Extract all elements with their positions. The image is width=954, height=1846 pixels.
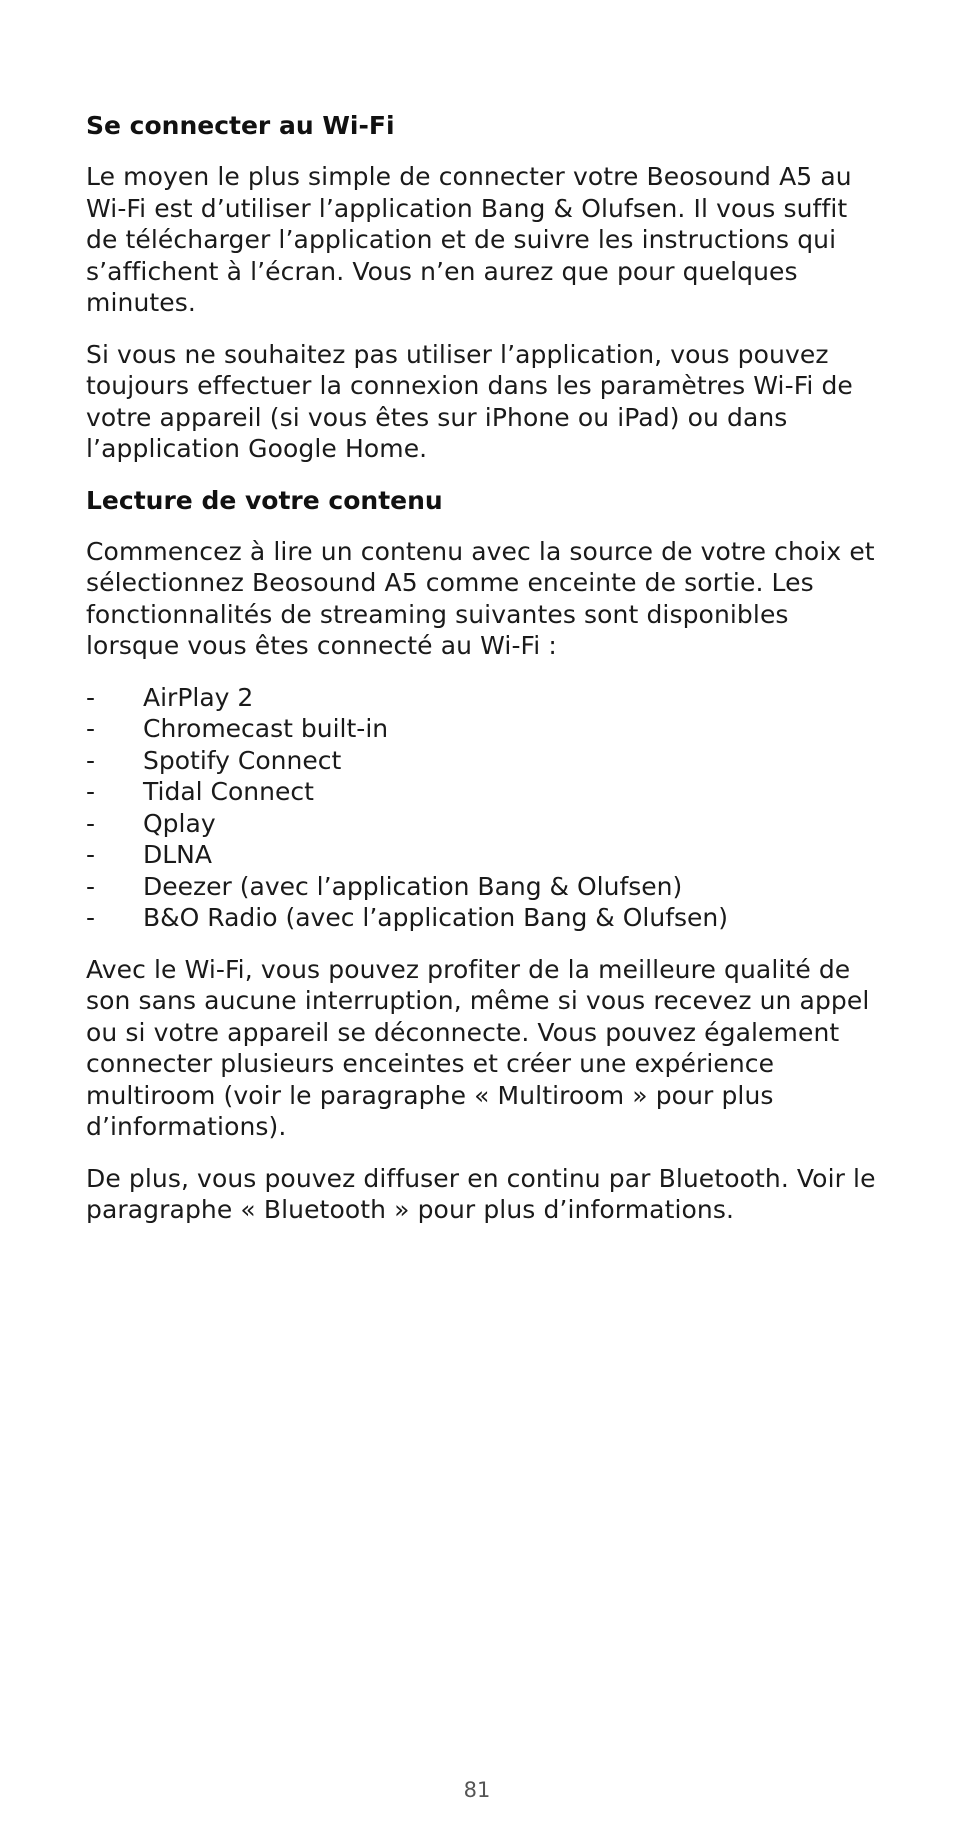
- list-item: [86, 839, 886, 871]
- list-item: [86, 713, 886, 745]
- list-item-label: Chromecast built-in: [143, 714, 389, 743]
- list-bullet: -: [86, 808, 96, 838]
- paragraph-playback-intro: Commencez à lire un contenu avec la source de votre choix et sélectionnez Beosound A5 comme enceinte de sortie. Les fonctionnalités de streaming suivantes sont disponibles lorsque vous êtes connecté au Wi-Fi :: [86, 536, 875, 660]
- streaming-features-list: [86, 682, 886, 934]
- list-bullet: -: [86, 871, 96, 901]
- list-item-label: AirPlay 2: [143, 682, 254, 712]
- list-item-label: Deezer (avec l’application Bang & Olufsen): [143, 871, 683, 901]
- list-bullet: -: [86, 714, 96, 743]
- list-bullet: -: [86, 682, 96, 712]
- list-item-label: Tidal Connect: [143, 777, 314, 806]
- list-item-label: B&O Radio (avec l’application Bang & Olufsen): [143, 903, 728, 932]
- list-item-label: Qplay: [143, 808, 216, 838]
- paragraph-wifi-quality: Avec le Wi-Fi, vous pouvez profiter de la meilleure qualité de son sans aucune interruption, même si vous recevez un appel ou si votre appareil se déconnecte. Vous pouvez également connecter plusieurs enceintes et créer une expérience multiroom (voir le paragraphe « Multiroom » pour plus d’informations).: [86, 954, 870, 1141]
- paragraph-bluetooth: De plus, vous pouvez diffuser en continu par Bluetooth. Voir le paragraphe « Bluetooth » pour plus d’informations.: [86, 1163, 876, 1224]
- document-page: [86, 110, 886, 1246]
- list-item: [86, 682, 886, 714]
- list-item: [86, 745, 886, 777]
- list-bullet: -: [86, 745, 96, 775]
- list-item: [86, 871, 886, 903]
- page-number: 81: [463, 1778, 491, 1802]
- list-item: [86, 902, 886, 934]
- paragraph-wifi-settings: Si vous ne souhaitez pas utiliser l’application, vous pouvez toujours effectuer la connexion dans les paramètres Wi-Fi de votre appareil (si vous êtes sur iPhone ou iPad) ou dans l’application Google Home.: [86, 339, 853, 463]
- list-bullet: -: [86, 903, 96, 932]
- paragraph-wifi-app: Le moyen le plus simple de connecter votre Beosound A5 au Wi-Fi est d’utiliser l’application Bang & Olufsen. Il vous suffit de télécharger l’application et de suivre les instructions qui s’affichent à l’écran. Vous n’en aurez que pour quelques minutes.: [86, 162, 852, 317]
- list-item-label: DLNA: [143, 840, 212, 869]
- list-item-label: Spotify Connect: [143, 745, 342, 775]
- heading-wifi: Se connecter au Wi-Fi: [86, 111, 395, 140]
- list-item: [86, 776, 886, 808]
- list-bullet: -: [86, 777, 96, 806]
- list-item: [86, 808, 886, 840]
- list-bullet: -: [86, 840, 96, 869]
- heading-playback: Lecture de votre contenu: [86, 485, 443, 515]
